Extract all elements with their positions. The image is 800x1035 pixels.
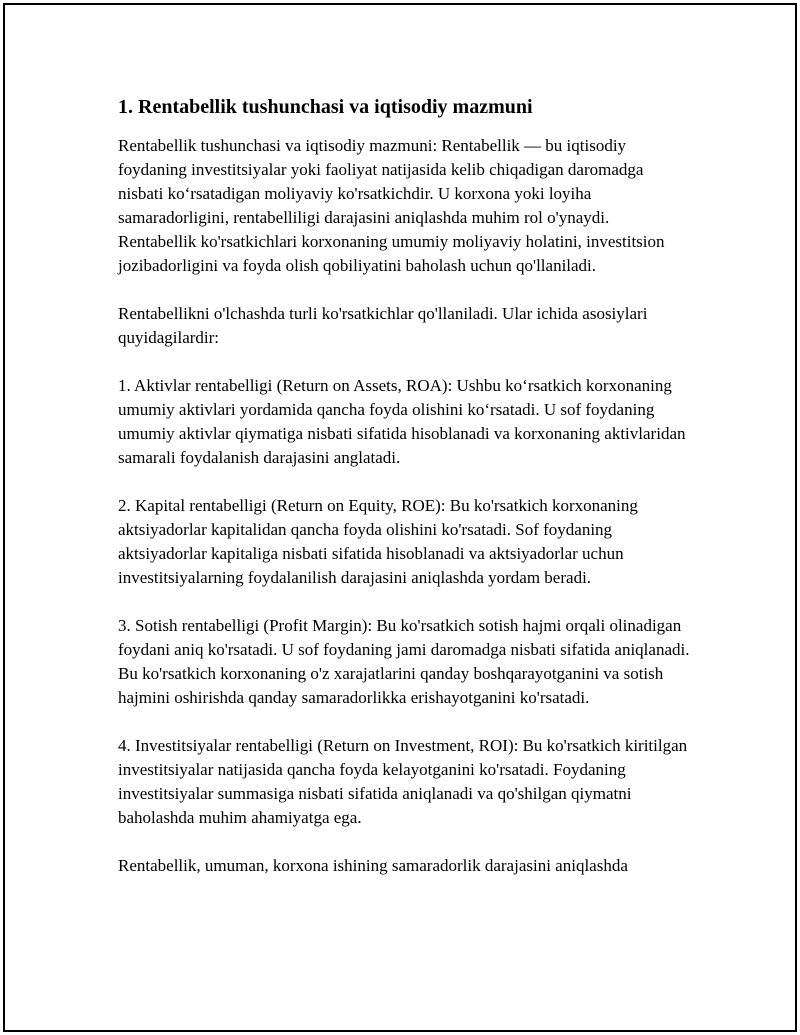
paragraph-roi: 4. Investitsiyalar rentabelligi (Return on Investment, ROI): Bu ko'rsatkich kiritilgan investitsiyalar natijasida qancha foyda kelayotganini ko'rsatadi. Foydaning investitsiyalar summasiga nisbati sifatida aniqlanadi va qo'shilgan qiymatni baholashda muhim ahamiyatga ega. [118, 736, 688, 827]
paragraph-conclusion: Rentabellik, umuman, korxona ishining samaradorlik darajasini aniqlashda [118, 856, 628, 875]
paragraph-indicators-intro: Rentabellikni o'lchashda turli ko'rsatkichlar qo'llaniladi. Ular ichida asosiylari quyidagilardir: [118, 304, 648, 347]
section-heading: 1. Rentabellik tushunchasi va iqtisodiy mazmuni [118, 96, 533, 118]
paragraph-roa: 1. Aktivlar rentabelligi (Return on Assets, ROA): Ushbu ko‘rsatkich korxonaning umumiy aktivlari yordamida qancha foyda olishini ko‘rsatadi. U sof foydaning umumiy aktivlar qiymatiga nisbati sifatida hisoblanadi va korxonaning aktivlaridan samarali foydalanish darajasini anglatadi. [118, 376, 686, 467]
document-body [118, 94, 690, 902]
paragraph-profit-margin: 3. Sotish rentabelligi (Profit Margin): Bu ko'rsatkich sotish hajmi orqali olinadigan foydani aniq ko'rsatadi. U sof foydaning jami daromadga nisbati sifatida aniqlanadi. Bu ko'rsatkich korxonaning o'z xarajatlarini qanday boshqarayotganini va sotish hajmini oshirishda qanday samaradorlikka erishayotganini ko'rsatadi. [118, 616, 690, 707]
paragraph-roe: 2. Kapital rentabelligi (Return on Equity, ROE): Bu ko'rsatkich korxonaning aktsiyadorlar kapitalidan qancha foyda olishini ko'rsatadi. Sof foydaning aktsiyadorlar kapitaliga nisbati sifatida hisoblanadi va aktsiyadorlar uchun investitsiyalarning foydalanilish darajasini aniqlashda yordam beradi. [118, 496, 638, 587]
paragraph-intro: Rentabellik tushunchasi va iqtisodiy mazmuni: Rentabellik — bu iqtisodiy foydaning investitsiyalar yoki faoliyat natijasida kelib chiqadigan daromadga nisbati ko‘rsatadigan moliyaviy ko'rsatkichdir. U korxona yoki loyiha samaradorligini, rentabelliligi darajasini aniqlashda muhim rol o'ynaydi. Rentabellik ko'rsatkichlari korxonaning umumiy moliyaviy holatini, investitsion jozibadorligini va foyda olish qobiliyatini baholash uchun qo'llaniladi. [118, 136, 665, 275]
